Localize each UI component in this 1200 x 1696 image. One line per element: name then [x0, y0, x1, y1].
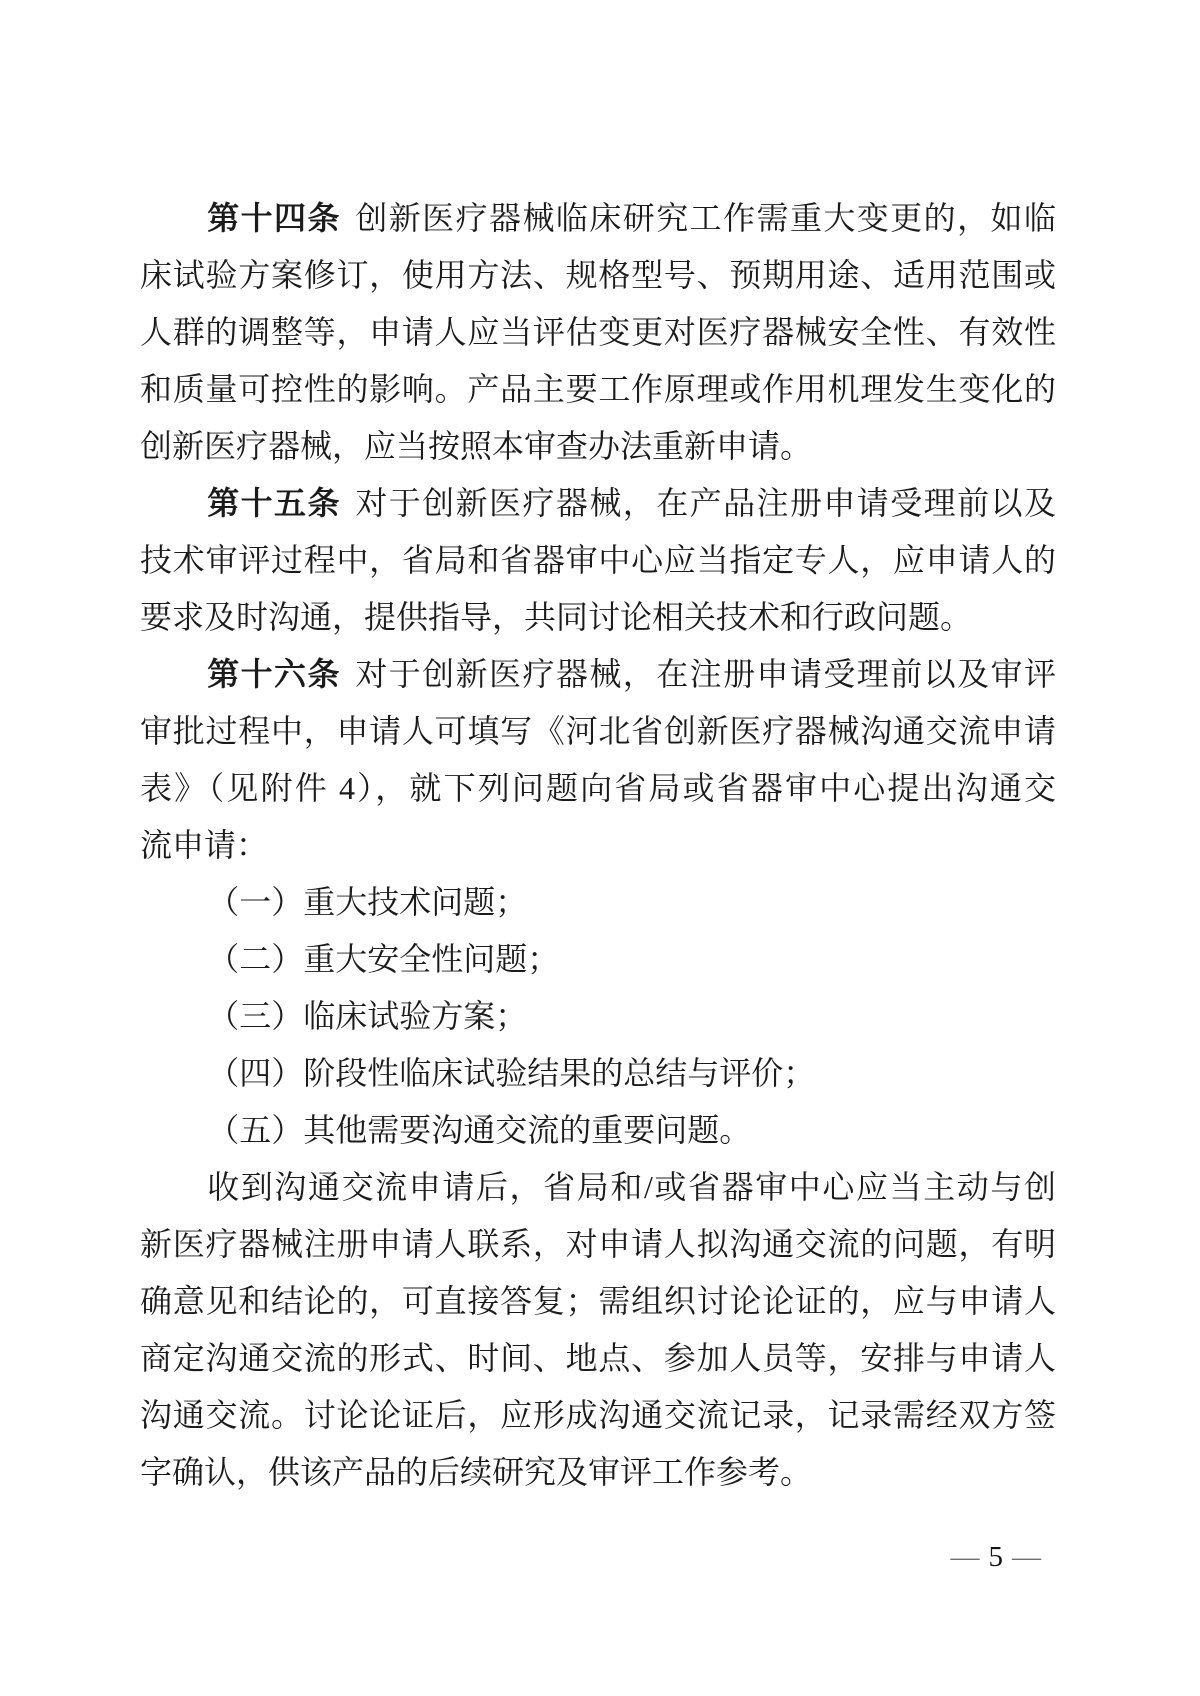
article-15-line-1: 第十五条 对于创新医疗器械，在产品注册申请受理前以及 — [207, 485, 1056, 521]
closing-paragraph-line-4: 商定沟通交流的形式、时间、地点、参加人员等，安排与申请人 — [140, 1340, 1056, 1376]
page-number-value: 5 — [988, 1541, 1004, 1573]
article-15-line-3: 要求及时沟通，提供指导，共同讨论相关技术和行政问题。 — [140, 599, 973, 635]
closing-paragraph-line-2: 新医疗器械注册申请人联系，对申请人拟沟通交流的问题，有明 — [140, 1226, 1056, 1262]
article-16-line-3: 表》（见附件 4），就下列问题向省局或省器审中心提出沟通交 — [140, 770, 1056, 806]
article-15-line-2: 技术审评过程中，省局和省器审中心应当指定专人，应申请人的 — [140, 542, 1056, 578]
article-16-line-2: 审批过程中，申请人可填写《河北省创新医疗器械沟通交流申请 — [140, 713, 1056, 749]
article-16-line-1: 第十六条 对于创新医疗器械，在注册申请受理前以及审评 — [207, 656, 1056, 692]
list-item-1-line-1: （一）重大技术问题； — [207, 884, 528, 920]
closing-paragraph-line-6: 字确认，供该产品的后续研究及审评工作参考。 — [140, 1454, 813, 1490]
article-16-line-4: 流申请： — [140, 827, 269, 863]
article-14-line-2: 床试验方案修订，使用方法、规格型号、预期用途、适用范围或 — [140, 257, 1056, 293]
article-16-number: 第十六条 — [207, 656, 341, 692]
list-item-2-line-1: （二）重大安全性问题； — [207, 941, 560, 977]
article-14-line-3: 人群的调整等，申请人应当评估变更对医疗器械安全性、有效性 — [140, 314, 1056, 350]
page-number-left-dash: — — [950, 1541, 981, 1573]
page-number — [943, 1540, 1051, 1574]
list-item-3-line-1: （三）临床试验方案； — [207, 998, 528, 1034]
document-body — [140, 190, 1056, 1501]
article-14-line-5: 创新医疗器械，应当按照本审查办法重新申请。 — [140, 428, 813, 464]
article-14-line-4: 和质量可控性的影响。产品主要工作原理或作用机理发生变化的 — [140, 371, 1056, 407]
list-item-4-line-1: （四）阶段性临床试验结果的总结与评价； — [207, 1055, 816, 1091]
closing-paragraph-line-3: 确意见和结论的，可直接答复；需组织讨论论证的，应与申请人 — [140, 1283, 1056, 1319]
list-item-5-line-1: （五）其他需要沟通交流的重要问题。 — [207, 1112, 752, 1148]
closing-paragraph-line-5: 沟通交流。讨论论证后，应形成沟通交流记录，记录需经双方签 — [140, 1397, 1056, 1433]
article-14-line-1: 第十四条 创新医疗器械临床研究工作需重大变更的，如临 — [207, 200, 1056, 236]
article-14-number: 第十四条 — [207, 200, 341, 236]
page-number-right-dash: — — [1012, 1541, 1042, 1573]
closing-paragraph-line-1: 收到沟通交流申请后，省局和/或省器审中心应当主动与创 — [207, 1169, 1056, 1205]
article-15-number: 第十五条 — [207, 485, 341, 521]
